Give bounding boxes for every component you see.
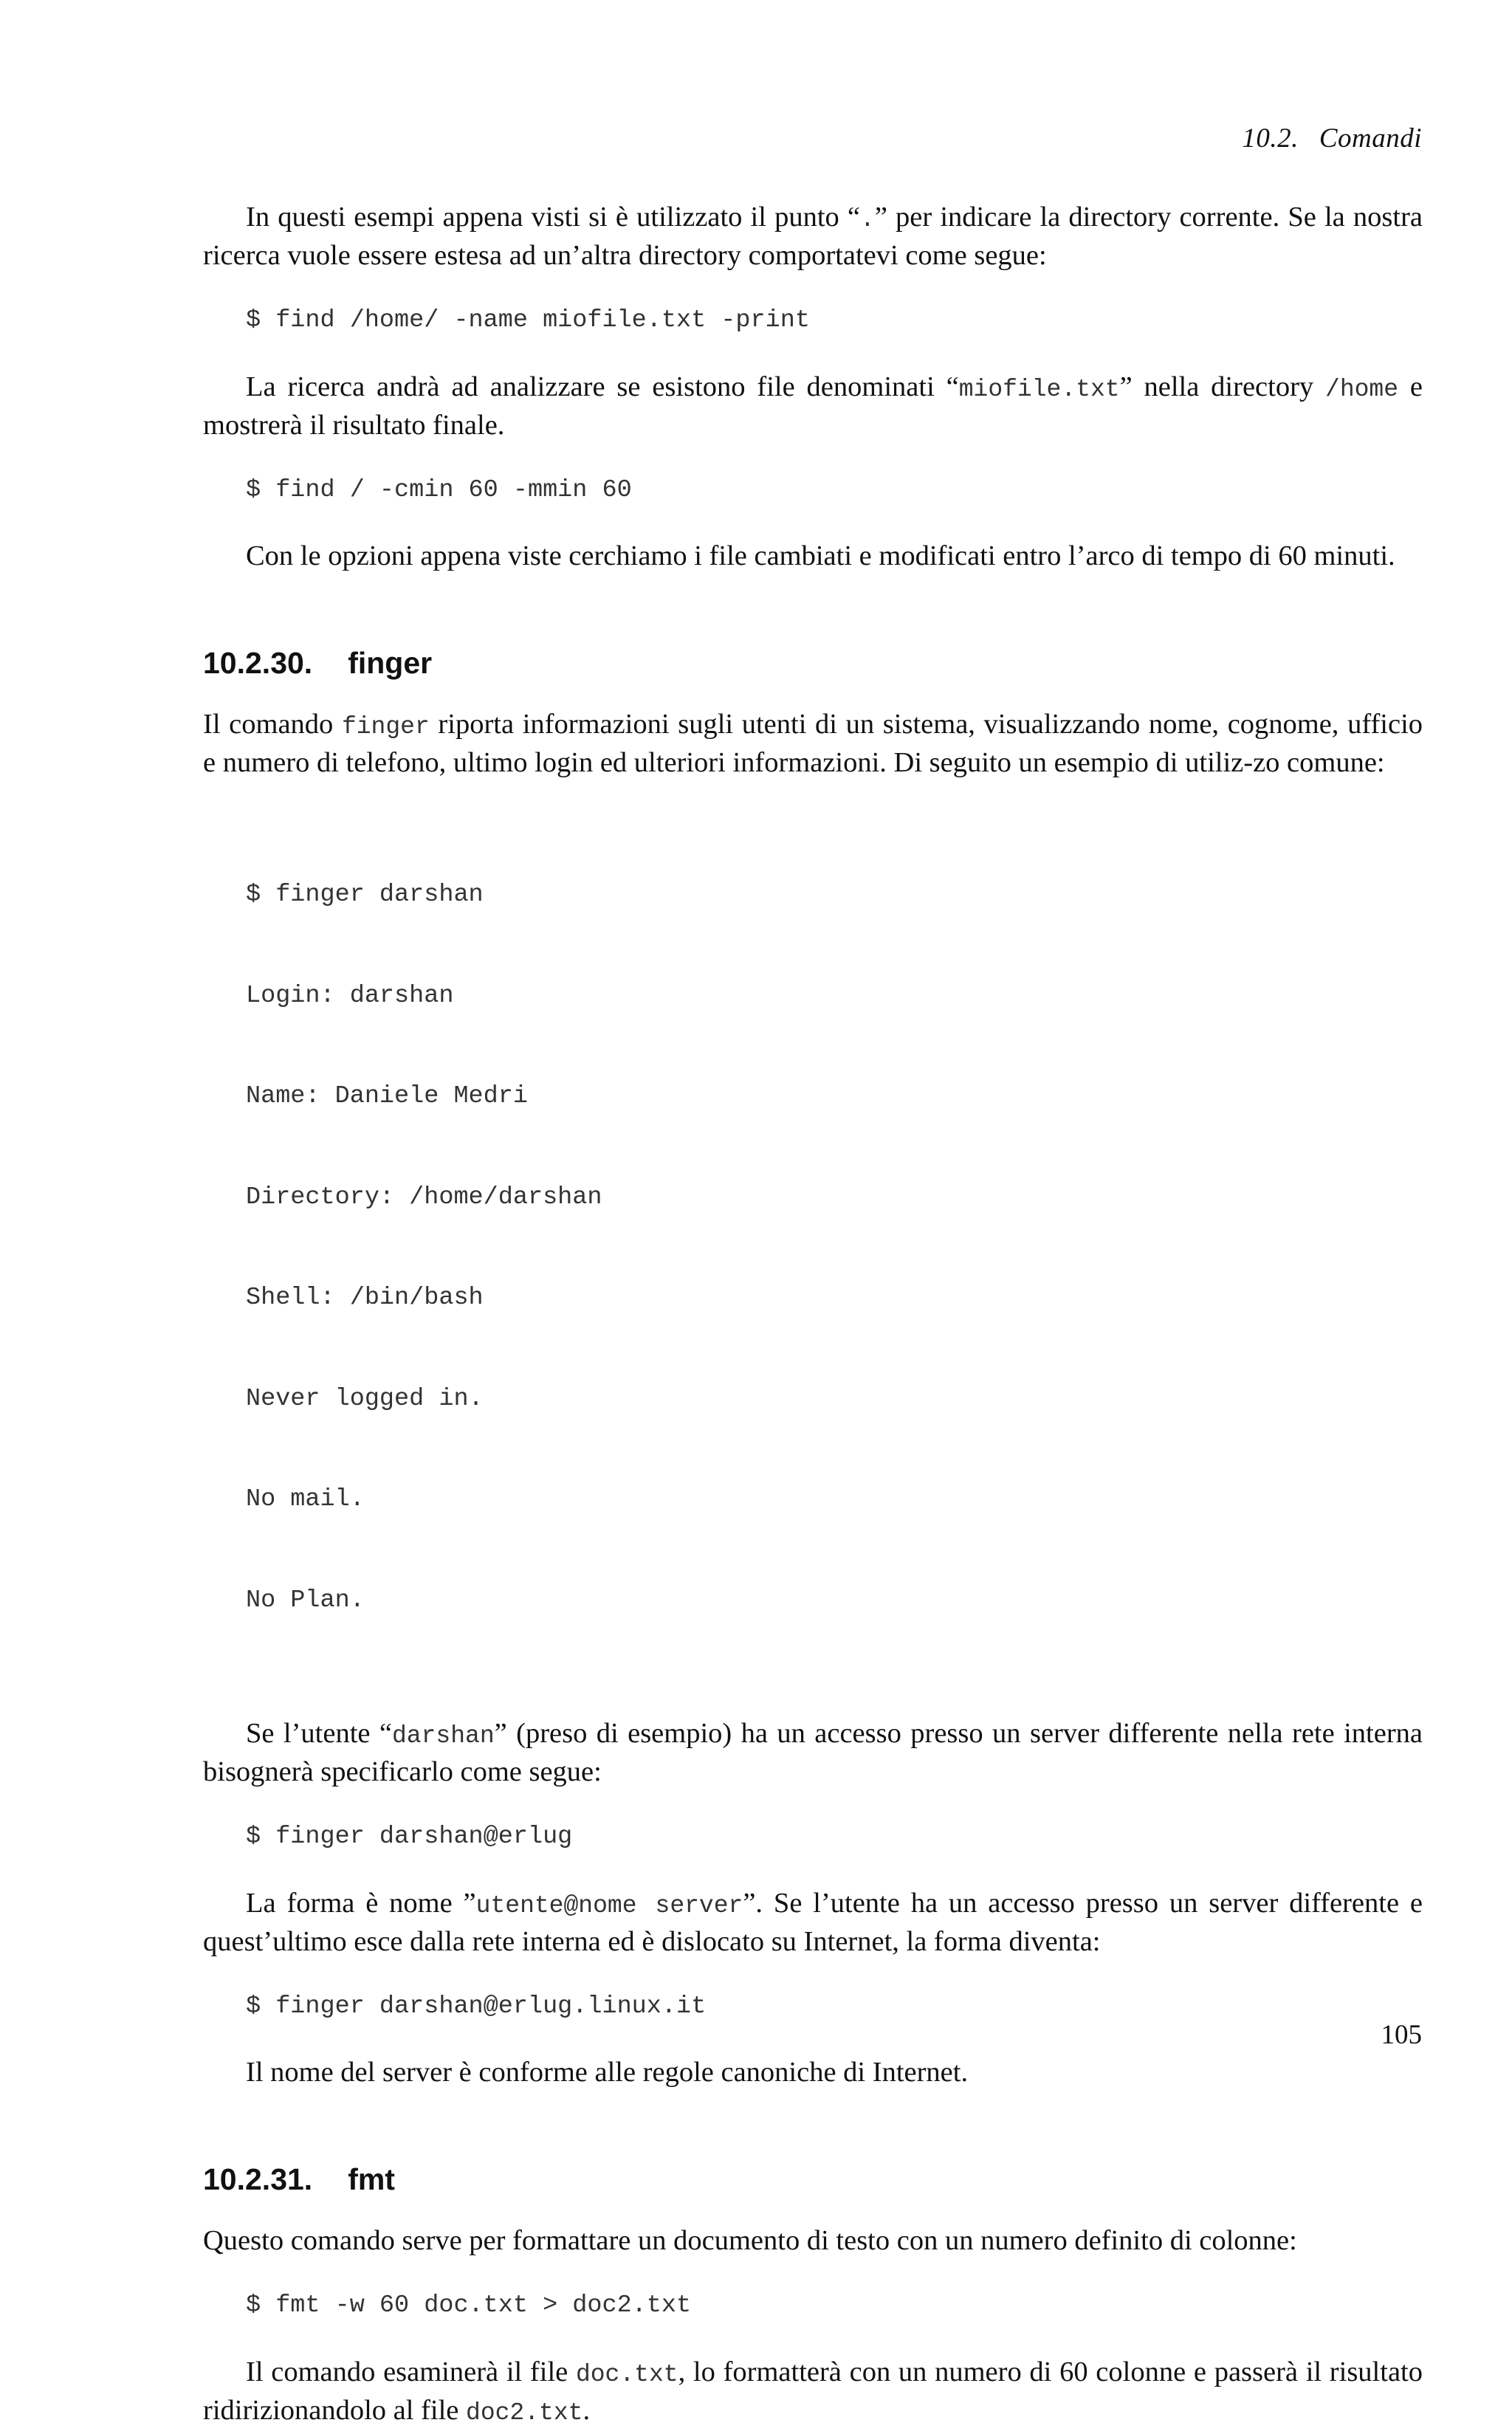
paragraph-finger-remote: [203, 1716, 1423, 1789]
code-line: Directory: /home/darshan: [246, 1183, 602, 1211]
text-run: ” nella directory: [1119, 371, 1326, 402]
code-find-cmin: $ find / -cmin 60 -mmin 60: [246, 475, 632, 504]
paragraph-fmt-explain: [203, 2354, 1423, 2431]
section-title: finger: [348, 646, 433, 680]
text-run: La ricerca andrà ad analizzare se esistono file denominati “: [246, 371, 959, 402]
running-head-number: 10.2.: [1242, 123, 1299, 154]
page-number: 105: [1381, 2020, 1422, 2050]
inline-code-dot: .: [860, 206, 875, 233]
paragraph-find-current-dir: [203, 199, 1423, 273]
paragraph-find-result: [203, 369, 1423, 443]
code-line: Never logged in.: [246, 1384, 484, 1413]
text-run: Il comando esaminerà il file: [246, 2356, 576, 2387]
text-run: Se l’utente “: [246, 1718, 392, 1749]
text-run: ” (preso di esempio) ha un accesso presso un server differente nella rete interna bisognerà specificarlo come segue:: [203, 1718, 1423, 1787]
section-heading-fmt: [203, 2161, 1423, 2198]
code-fmt: $ fmt -w 60 doc.txt > doc2.txt: [246, 2291, 692, 2320]
inline-code-filename: doc.txt: [575, 2360, 678, 2388]
inline-code-form: utente@nome server: [475, 1891, 743, 1919]
running-head-title: Comandi: [1319, 123, 1422, 154]
text-run: e mostrerà il risultato finale.: [203, 371, 1423, 441]
code-line: No Plan.: [246, 1586, 365, 1615]
text-run: riporta informazioni sugli utenti di un sistema, visualizzando nome, cognome, ufficio e numero di telefono, ultimo login ed ulteriori informazioni. Di seguito un esempio di utiliz-zo comune:: [203, 709, 1423, 778]
text-run: ” per indicare la directory corrente. Se la nostra ricerca vuole essere estesa ad un’altra directory comportatevi come segue:: [203, 202, 1423, 271]
page-body: [203, 199, 1423, 2431]
inline-code-directory: /home: [1325, 375, 1399, 403]
section-heading-finger: [203, 644, 1423, 681]
text-run: In questi esempi appena visti si è utilizzato il punto “: [246, 202, 860, 233]
running-head: [1242, 123, 1422, 154]
code-find-home: $ find /home/ -name miofile.txt -print: [246, 306, 810, 334]
code-finger-output: [203, 811, 1423, 1685]
text-run: , lo formatterà con un numero di 60 colonne e passerà il risultato ridirizionandolo al file: [203, 2356, 1423, 2426]
inline-code-command: finger: [341, 713, 430, 740]
code-line: Login: darshan: [246, 981, 454, 1010]
text-run: .: [583, 2394, 591, 2426]
text-run: Il comando: [203, 709, 342, 740]
code-line: Shell: /bin/bash: [246, 1284, 484, 1312]
section-number: 10.2.30.: [203, 646, 313, 680]
code-line: No mail.: [246, 1485, 365, 1513]
paragraph-server-name: Il nome del server è conforme alle regole canoniche di Internet.: [246, 2057, 969, 2088]
section-title: fmt: [348, 2162, 395, 2196]
text-run: La forma è nome ”: [246, 1887, 476, 1919]
code-line: $ finger darshan: [246, 881, 484, 909]
inline-code-username: darshan: [392, 1722, 495, 1750]
inline-code-filename: miofile.txt: [958, 375, 1120, 403]
paragraph-fmt-intro: Questo comando serve per formattare un documento di testo con un numero definito di colonne:: [203, 2225, 1297, 2256]
paragraph-finger-form: [203, 1885, 1423, 1959]
text-run: ”. Se l’utente ha un accesso presso un server differente e quest’ultimo esce dalla rete interna ed è dislocato su Internet, la forma diventa:: [203, 1887, 1423, 1957]
code-finger-internet: $ finger darshan@erlug.linux.it: [246, 1992, 707, 2021]
section-number: 10.2.31.: [203, 2162, 313, 2196]
paragraph-finger-intro: [203, 706, 1423, 780]
paragraph-find-options: Con le opzioni appena viste cerchiamo i file cambiati e modificati entro l’arco di tempo di 60 minuti.: [246, 540, 1395, 571]
code-finger-erlug: $ finger darshan@erlug: [246, 1823, 573, 1851]
code-line: Name: Daniele Medri: [246, 1082, 528, 1110]
inline-code-filename: doc2.txt: [466, 2399, 583, 2427]
